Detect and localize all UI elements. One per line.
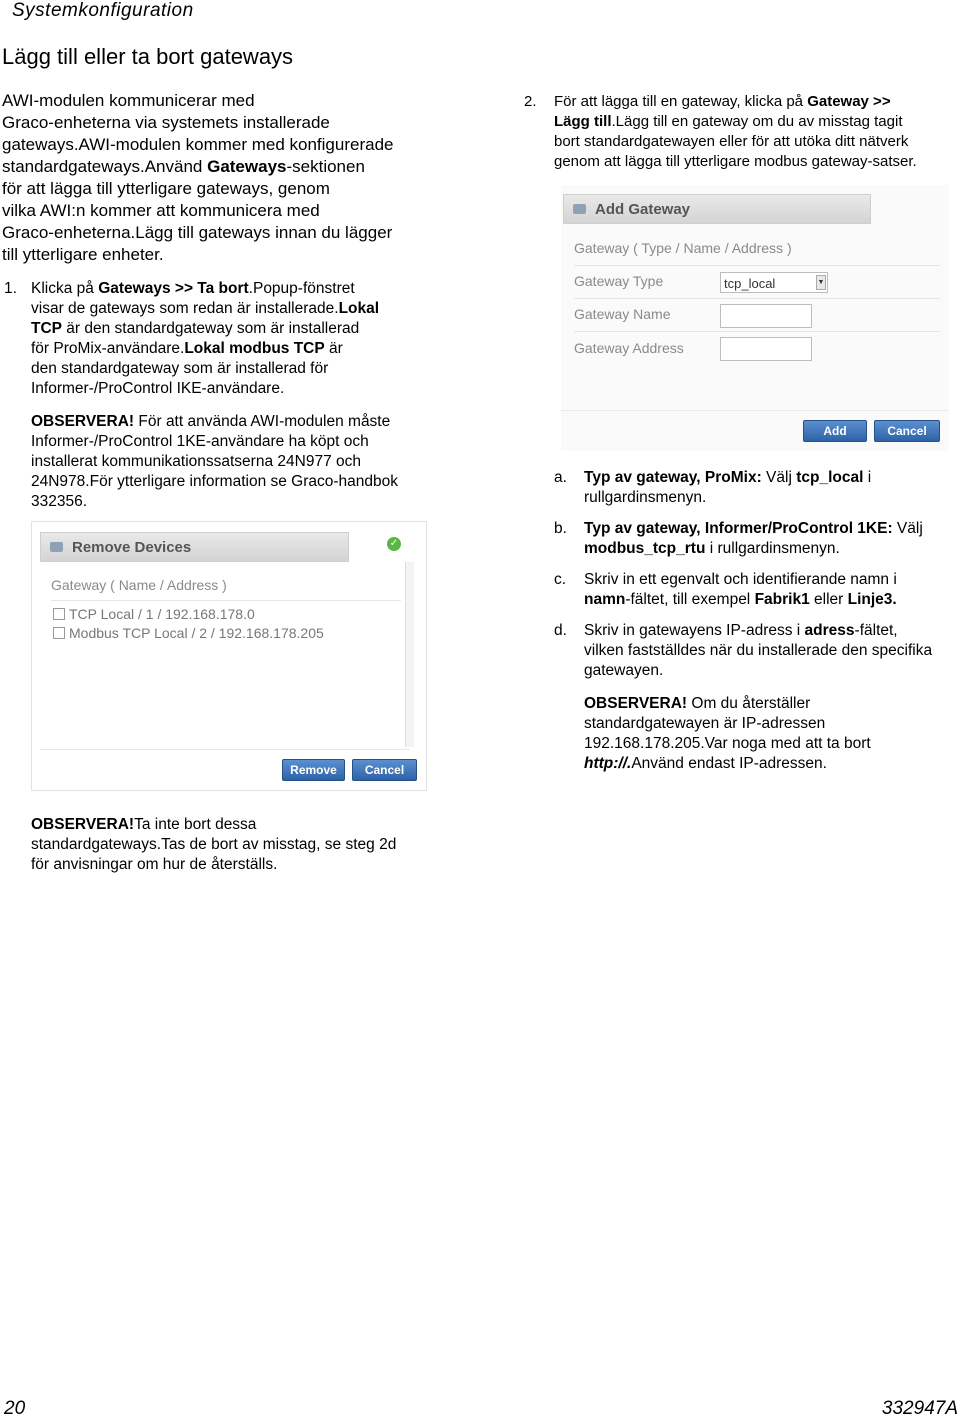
step-2-number: 2.: [524, 93, 537, 110]
remove-column-header: Gateway ( Name / Address ): [51, 577, 227, 593]
add-gateway-dialog: [561, 185, 949, 451]
divider: [561, 410, 949, 411]
sub-b-mark: b.: [554, 520, 567, 537]
gateway-icon: [50, 542, 63, 552]
note-label: OBSERVERA!: [31, 816, 135, 833]
sub-d-text: Skriv in gatewayens IP-adress i adress-fältet, vilken fastställdes när du installerade den specifika gatewayen.: [584, 622, 933, 679]
page-title: Lägg till eller ta bort gateways: [2, 44, 294, 69]
divider: [574, 331, 940, 332]
scrollbar[interactable]: [405, 562, 414, 747]
remove-button[interactable]: Remove: [282, 759, 345, 781]
add-column-header: Gateway ( Type / Name / Address ): [574, 240, 792, 256]
note-2: OBSERVERA!Ta inte bort dessa standardgateways.Tas de bort av misstag, se steg 2d för anvisningar om hur de återställs.: [31, 816, 397, 873]
divider: [40, 749, 410, 750]
step-1-text: Klicka på Gateways >> Ta bort.Popup-fönstret visar de gateways som redan är installerade.Lokal TCP är den standardgateway som är installerad för ProMix-användare.Lokal modbus TCP är den standardgateway som är installerad för Informer-/ProControl IKE-användare.: [31, 280, 380, 397]
gateway-item: Modbus TCP Local / 2 / 192.168.178.205: [69, 625, 324, 641]
remove-devices-titlebar: Remove Devices: [40, 532, 349, 562]
gateway-name-input[interactable]: [720, 304, 812, 328]
add-gateway-titlebar: Add Gateway: [563, 194, 871, 224]
gateway-checkbox[interactable]: [53, 627, 65, 639]
cancel-button[interactable]: Cancel: [352, 759, 417, 781]
document-number: 332947A: [881, 1398, 958, 1419]
gateway-address-label: Gateway Address: [574, 340, 684, 356]
check-icon: ✓: [387, 537, 401, 551]
chevron-down-icon[interactable]: ▼: [816, 275, 826, 290]
remove-devices-dialog: [31, 521, 427, 791]
note-label: OBSERVERA!: [584, 695, 688, 712]
sub-b-text: Typ av gateway, Informer/ProControl 1KE: Välj modbus_tcp_rtu i rullgardinsmenyn.: [584, 520, 923, 557]
cancel-button[interactable]: Cancel: [874, 420, 940, 442]
divider: [51, 600, 401, 601]
sub-c-mark: c.: [554, 571, 567, 588]
gateway-type-label: Gateway Type: [574, 273, 664, 289]
note-3: OBSERVERA! Om du återställer standardgatewayen är IP-adressen 192.168.178.205.Var noga med att ta bort http://.Använd endast IP-adressen.: [584, 695, 871, 772]
gateway-item: TCP Local / 1 / 192.168.178.0: [69, 606, 255, 622]
note-label: OBSERVERA!: [31, 413, 135, 430]
page-number: 20: [4, 1398, 26, 1419]
gateway-type-select[interactable]: tcp_local ▼: [720, 272, 828, 293]
add-button[interactable]: Add: [803, 420, 867, 442]
sub-a-text: Typ av gateway, ProMix: Välj tcp_local i rullgardinsmenyn.: [584, 469, 872, 506]
divider: [574, 265, 940, 266]
note-1: OBSERVERA! För att använda AWI-modulen måste Informer-/ProControl 1KE-användare ha köpt och installerat kommunikationssatserna 24N977 och 24N978.För ytterligare information se Graco-handbok 332356.: [31, 413, 399, 510]
gateway-icon: [573, 204, 586, 214]
sub-a-mark: a.: [554, 469, 567, 486]
sub-c-text: Skriv in ett egenvalt och identifierande namn i namn-fältet, till exempel Fabrik1 eller Linje3.: [584, 571, 897, 608]
step-1-number: 1.: [4, 280, 17, 297]
gateway-name-label: Gateway Name: [574, 306, 671, 322]
gateway-address-input[interactable]: [720, 337, 812, 361]
intro-paragraph: AWI-modulen kommunicerar med Graco-enheterna via systemets installerade gateways.AWI-modulen kommer med konfigurerade standardgateways.Använd Gateways-sektionen för att lägga till ytterligare gateways, genom vilka AWI:n kommer att kommunicera med Graco-enheterna.Lägg till gateways innan du lägger till ytterligare enheter.: [2, 91, 394, 264]
gateway-checkbox[interactable]: [53, 608, 65, 620]
section-header: Systemkonfiguration: [12, 0, 194, 21]
sub-d-mark: d.: [554, 622, 567, 639]
divider: [574, 298, 940, 299]
step-2-text: För att lägga till en gateway, klicka på Gateway >> Lägg till.Lägg till en gateway om du av misstag tagit bort standardgatewayen eller för att utöka ditt nätverk genom att lägga till ytterligare modbus gateway-satser.: [554, 93, 917, 170]
